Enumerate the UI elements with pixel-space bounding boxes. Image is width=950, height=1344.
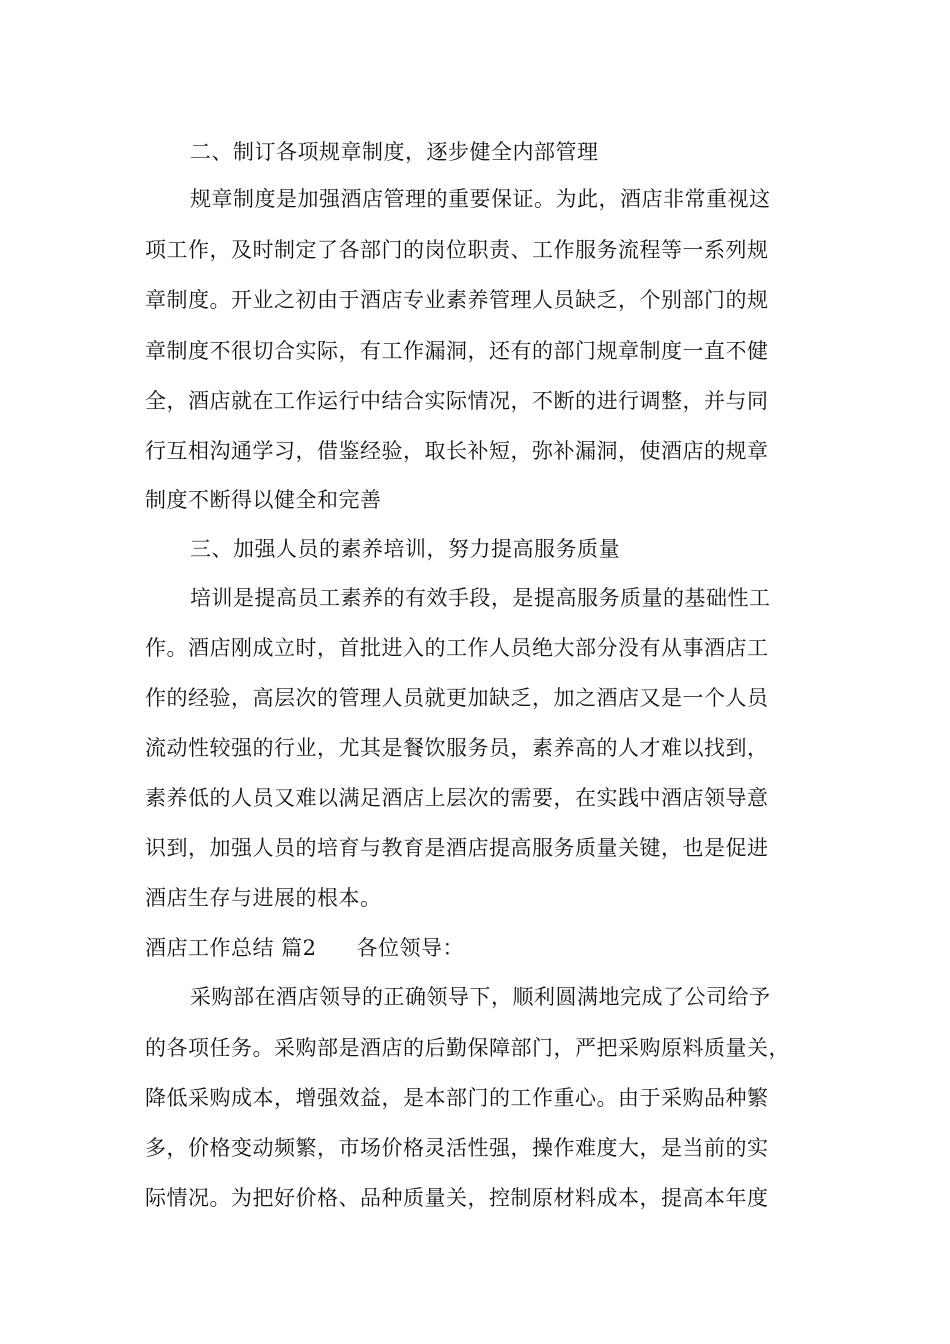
paragraph-line: 降低采购成本，增强效益，是本部门的工作重心。由于采购品种繁 <box>145 1086 769 1110</box>
paragraph-line: 项工作，及时制定了各部门的岗位职责、工作服务流程等一系列规 <box>145 238 769 262</box>
section-heading-3: 三、加强人员的素养培训，努力提高服务质量 <box>190 537 620 561</box>
paragraph-line: 章制度不很切合实际，有工作漏洞，还有的部门规章制度一直不健 <box>145 339 769 363</box>
paragraph-line: 培训是提高员工素养的有效手段，是提高服务质量的基础性工 <box>190 586 771 610</box>
paragraph-line: 际情况。为把好价格、品种质量关，控制原材料成本，提高本年度 <box>145 1186 769 1210</box>
paragraph-line: 酒店生存与进展的根本。 <box>145 886 382 910</box>
paragraph-line: 全，酒店就在工作运行中结合实际情况，不断的进行调整，并与同 <box>145 389 769 413</box>
paragraph-line: 多，价格变动频繁，市场价格灵活性强，操作难度大，是当前的实 <box>145 1136 769 1160</box>
part-title-line <box>145 934 845 962</box>
paragraph-line: 采购部在酒店领导的正确领导下，顺利圆满地完成了公司给予 <box>190 985 771 1009</box>
paragraph-line: 制度不断得以健全和完善 <box>145 488 382 512</box>
paragraph-line: 章制度。开业之初由于酒店专业素养管理人员缺乏，个别部门的规 <box>145 288 769 312</box>
part-title: 酒店工作总结 篇2 <box>145 936 317 960</box>
paragraph-line: 识到，加强人员的培育与教育是酒店提高服务质量关键，也是促进 <box>145 836 769 860</box>
paragraph-line: 规章制度是加强酒店管理的重要保证。为此，酒店非常重视这 <box>190 187 771 211</box>
paragraph-line: 的各项任务。采购部是酒店的后勤保障部门，严把采购原料质量关， <box>145 1036 790 1060</box>
paragraph-line: 作的经验，高层次的管理人员就更加缺乏，加之酒店又是一个人员 <box>145 686 769 710</box>
paragraph-line: 行互相沟通学习，借鉴经验，取长补短，弥补漏洞，使酒店的规章 <box>145 439 769 463</box>
paragraph-line: 流动性较强的行业，尤其是餐饮服务员，素养高的人才难以找到， <box>145 736 769 760</box>
salutation: 各位领导： <box>356 936 465 960</box>
paragraph-line: 素养低的人员又难以满足酒店上层次的需要，在实践中酒店领导意 <box>145 786 769 810</box>
section-heading-2: 二、制订各项规章制度，逐步健全内部管理 <box>190 140 599 164</box>
paragraph-line: 作。酒店刚成立时，首批进入的工作人员绝大部分没有从事酒店工 <box>145 636 769 660</box>
